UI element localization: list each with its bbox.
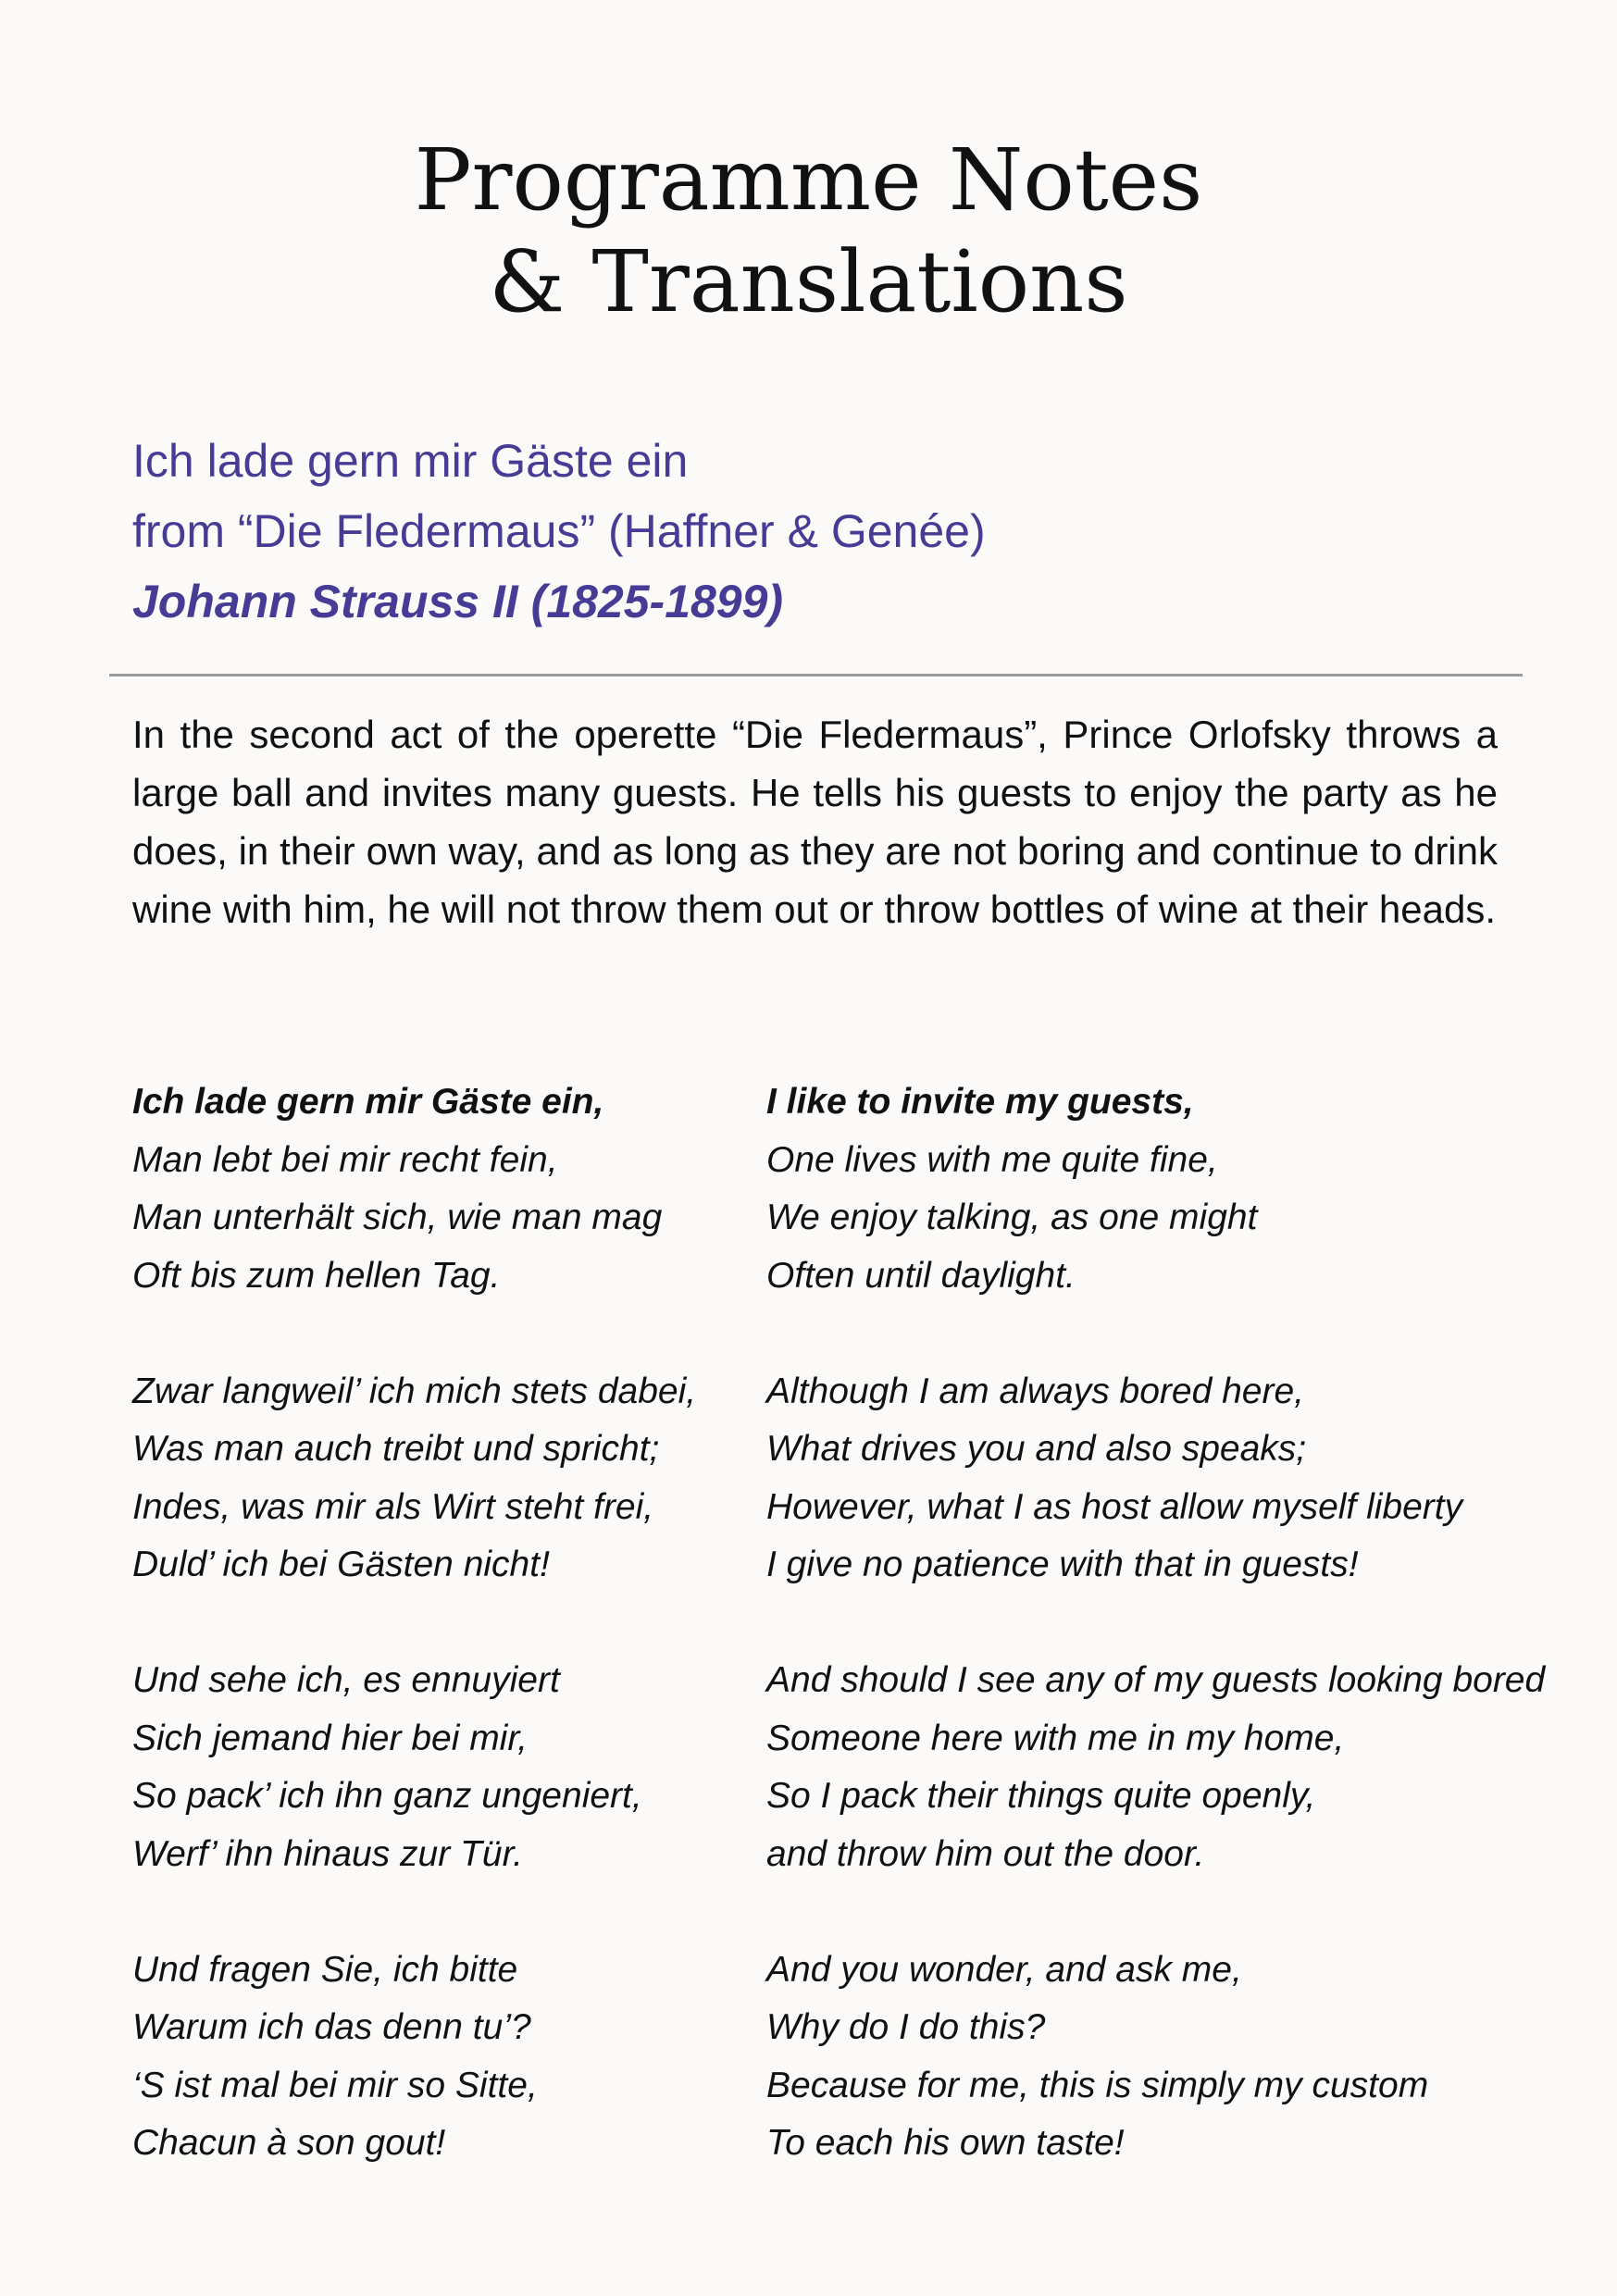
lyric-line: What drives you and also speaks;	[766, 1429, 1307, 1469]
lyric-line: Why do I do this?	[766, 2007, 1046, 2047]
lyric-line: And you wonder, and ask me,	[766, 1949, 1242, 1990]
page-title-line-1: Programme Notes	[414, 130, 1203, 230]
english-stanza-3	[766, 1652, 1599, 1883]
lyric-line: Duld’ ich bei Gästen nicht!	[132, 1545, 550, 1584]
page-title	[0, 130, 1617, 333]
german-lyrics-column	[132, 1074, 743, 2230]
lyric-line: I like to invite my guests,	[766, 1082, 1194, 1122]
lyric-line: Man lebt bei mir recht fein,	[132, 1139, 558, 1180]
lyric-line: Someone here with me in my home,	[766, 1718, 1345, 1758]
piece-name: Ich lade gern mir Gäste ein	[132, 435, 689, 487]
piece-header	[132, 426, 1521, 637]
lyric-line: Und sehe ich, es ennuyiert	[132, 1660, 560, 1700]
german-stanza-1	[132, 1074, 743, 1305]
lyric-line: Oft bis zum hellen Tag.	[132, 1255, 501, 1296]
lyric-line: Indes, was mir als Wirt steht frei,	[132, 1486, 654, 1527]
lyric-line: Often until daylight.	[766, 1255, 1076, 1296]
english-lyrics-column	[766, 1074, 1599, 2230]
piece-composer: Johann Strauss II (1825-1899)	[132, 576, 784, 627]
lyric-line: I give no patience with that in guests!	[766, 1545, 1359, 1584]
lyric-line: Werf’ ihn hinaus zur Tür.	[132, 1833, 523, 1874]
lyric-line: And should I see any of my guests looking bored	[766, 1660, 1546, 1700]
lyric-line: Sich jemand hier bei mir,	[132, 1718, 529, 1758]
lyric-line: So pack’ ich ihn ganz ungeniert,	[132, 1776, 642, 1816]
lyric-line: Warum ich das denn tu’?	[132, 2007, 531, 2047]
german-stanza-3	[132, 1652, 743, 1883]
german-stanza-2	[132, 1363, 743, 1595]
german-stanza-4	[132, 1942, 743, 2173]
lyric-line: Zwar langweil’ ich mich stets dabei,	[132, 1371, 697, 1411]
lyric-line: and throw him out the door.	[766, 1833, 1205, 1874]
piece-source: from “Die Fledermaus” (Haffner & Genée)	[132, 505, 986, 557]
lyric-line: Chacun à son gout!	[132, 2123, 446, 2163]
lyric-line: Because for me, this is simply my custom	[766, 2065, 1429, 2105]
lyric-line: To each his own taste!	[766, 2123, 1125, 2163]
lyric-line: We enjoy talking, as one might	[766, 1198, 1258, 1237]
page-title-line-2: & Translations	[489, 232, 1128, 331]
lyric-line: Was man auch treibt und spricht;	[132, 1429, 660, 1469]
section-divider	[109, 674, 1523, 676]
intro-paragraph: In the second act of the operette “Die Fledermaus”, Prince Orlofsky throws a large ball and invites many guests. He tells his guests to enjoy the party as he does, in their own way, and as long as they are not boring and continue to drink wine with him, he will not throw them out or throw bottles of wine at their heads.	[132, 713, 1498, 931]
lyric-line: Although I am always bored here,	[766, 1371, 1305, 1411]
lyric-line: However, what I as host allow myself liberty	[766, 1486, 1463, 1527]
lyric-line: One lives with me quite fine,	[766, 1139, 1218, 1180]
english-stanza-1	[766, 1074, 1599, 1305]
lyric-line: ‘S ist mal bei mir so Sitte,	[132, 2065, 538, 2105]
lyric-line: So I pack their things quite openly,	[766, 1776, 1316, 1816]
english-stanza-4	[766, 1942, 1599, 2173]
lyric-line: Man unterhält sich, wie man mag	[132, 1198, 663, 1237]
lyric-line: Ich lade gern mir Gäste ein,	[132, 1082, 604, 1122]
lyric-line: Und fragen Sie, ich bitte	[132, 1949, 518, 1990]
english-stanza-2	[766, 1363, 1599, 1595]
